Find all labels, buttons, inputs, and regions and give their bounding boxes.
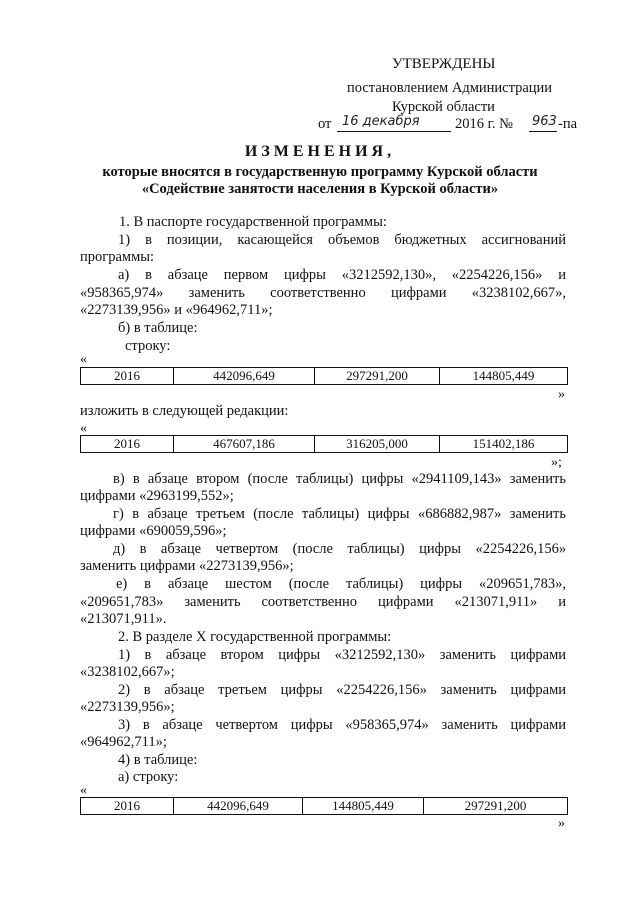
open-quote: «: [80, 421, 87, 436]
open-quote: «: [80, 352, 87, 367]
para-1-1-cont: программы:: [80, 249, 155, 265]
para-e-3: «213071,911».: [80, 611, 167, 627]
year-number-label: 2016 г. №: [455, 116, 514, 132]
number-suffix: -па: [558, 116, 578, 132]
para-2-2: 2) в абзаце третьем цифры «2254226,156» заменить цифрами: [118, 682, 567, 698]
table-cell: 316205,000: [315, 436, 440, 452]
date-prefix: от: [318, 116, 332, 132]
table-cell: 467607,186: [174, 436, 315, 452]
region-name: Курской области: [392, 99, 495, 115]
approved-label: УТВЕРЖДЕНЫ: [392, 56, 496, 72]
table-cell: 144805,449: [303, 798, 424, 814]
para-g: г) в абзаце третьем (после таблицы) цифры «686882,987» заменить: [113, 506, 566, 522]
para-2-4: 4) в таблице:: [118, 752, 198, 768]
close-quote: »: [558, 387, 565, 402]
table-cell: 2016: [81, 798, 174, 814]
para-a: а) в абзаце первом цифры «3212592,130», «2254226,156» и: [118, 267, 567, 283]
section-2-heading: 2. В разделе X государственной программы:: [118, 629, 392, 645]
para-d: д) в абзаце четвертом (после таблицы) цифры «2254226,156»: [113, 541, 567, 557]
table-cell: 151402,186: [472, 436, 535, 451]
approved-by: постановлением Администрации: [347, 80, 553, 96]
table-3-row: [80, 797, 568, 815]
table-cell: 442096,649: [174, 368, 315, 384]
document-title: ИЗМЕНЕНИЯ,: [244, 143, 396, 160]
close-quote: »: [558, 816, 565, 831]
title-line-2: «Содействие занятости населения в Курской области»: [141, 181, 499, 197]
close-quote-semicolon: »;: [551, 455, 562, 470]
para-2-1-cont: «3238102,667»;: [80, 664, 175, 680]
para-e-2: «209651,783» заменить соответственно цифрами «213071,911» и: [80, 594, 567, 610]
table-1-row: [80, 367, 568, 385]
para-2-1: 1) в абзаце втором цифры «3212592,130» заменить цифрами: [118, 647, 567, 663]
para-e: е) в абзаце шестом (после таблицы) цифры «209651,783»,: [116, 576, 566, 592]
handwritten-date: 16 декабря: [342, 114, 420, 129]
title-line-1: которые вносятся в государственную программу Курской области: [102, 164, 538, 180]
para-2-3-cont: «964962,711»;: [80, 734, 167, 750]
handwritten-number: 963: [532, 114, 557, 129]
para-b-row-label: строку:: [125, 338, 171, 354]
para-g-2: цифрами «690059,596»;: [80, 523, 227, 539]
para-2-4-a: а) строку:: [118, 769, 179, 785]
table-cell: 2016: [81, 368, 174, 384]
open-quote: «: [80, 783, 87, 798]
replace-label: изложить в следующей редакции:: [80, 403, 289, 419]
para-a-2: «958365,974» заменить соответственно цифрами «3238102,667»,: [80, 285, 567, 301]
section-1-heading: 1. В паспорте государственной программы:: [119, 214, 387, 230]
para-2-3: 3) в абзаце четвертом цифры «958365,974» заменить цифрами: [118, 717, 567, 733]
number-underline: [529, 131, 557, 132]
para-a-3: «2273139,956» и «964962,711»;: [80, 302, 273, 318]
para-1-1: 1) в позиции, касающейся объемов бюджетных ассигнований: [118, 232, 567, 248]
para-2-2-cont: «2273139,956»;: [80, 699, 175, 715]
table-cell: 297291,200: [315, 368, 440, 384]
table-2-row: [80, 435, 568, 453]
table-cell: 297291,200: [464, 798, 527, 813]
table-cell: 2016: [81, 436, 174, 452]
table-cell: 442096,649: [174, 798, 303, 814]
para-d-2: заменить цифрами «2273139,956»;: [80, 558, 294, 574]
para-v-2: цифрами «2963199,552»;: [80, 488, 234, 504]
table-cell: 144805,449: [472, 368, 535, 383]
para-v: в) в абзаце втором (после таблицы) цифры «2941109,143» заменить: [113, 471, 566, 487]
para-b: б) в таблице:: [118, 320, 198, 336]
date-underline: [337, 131, 451, 132]
